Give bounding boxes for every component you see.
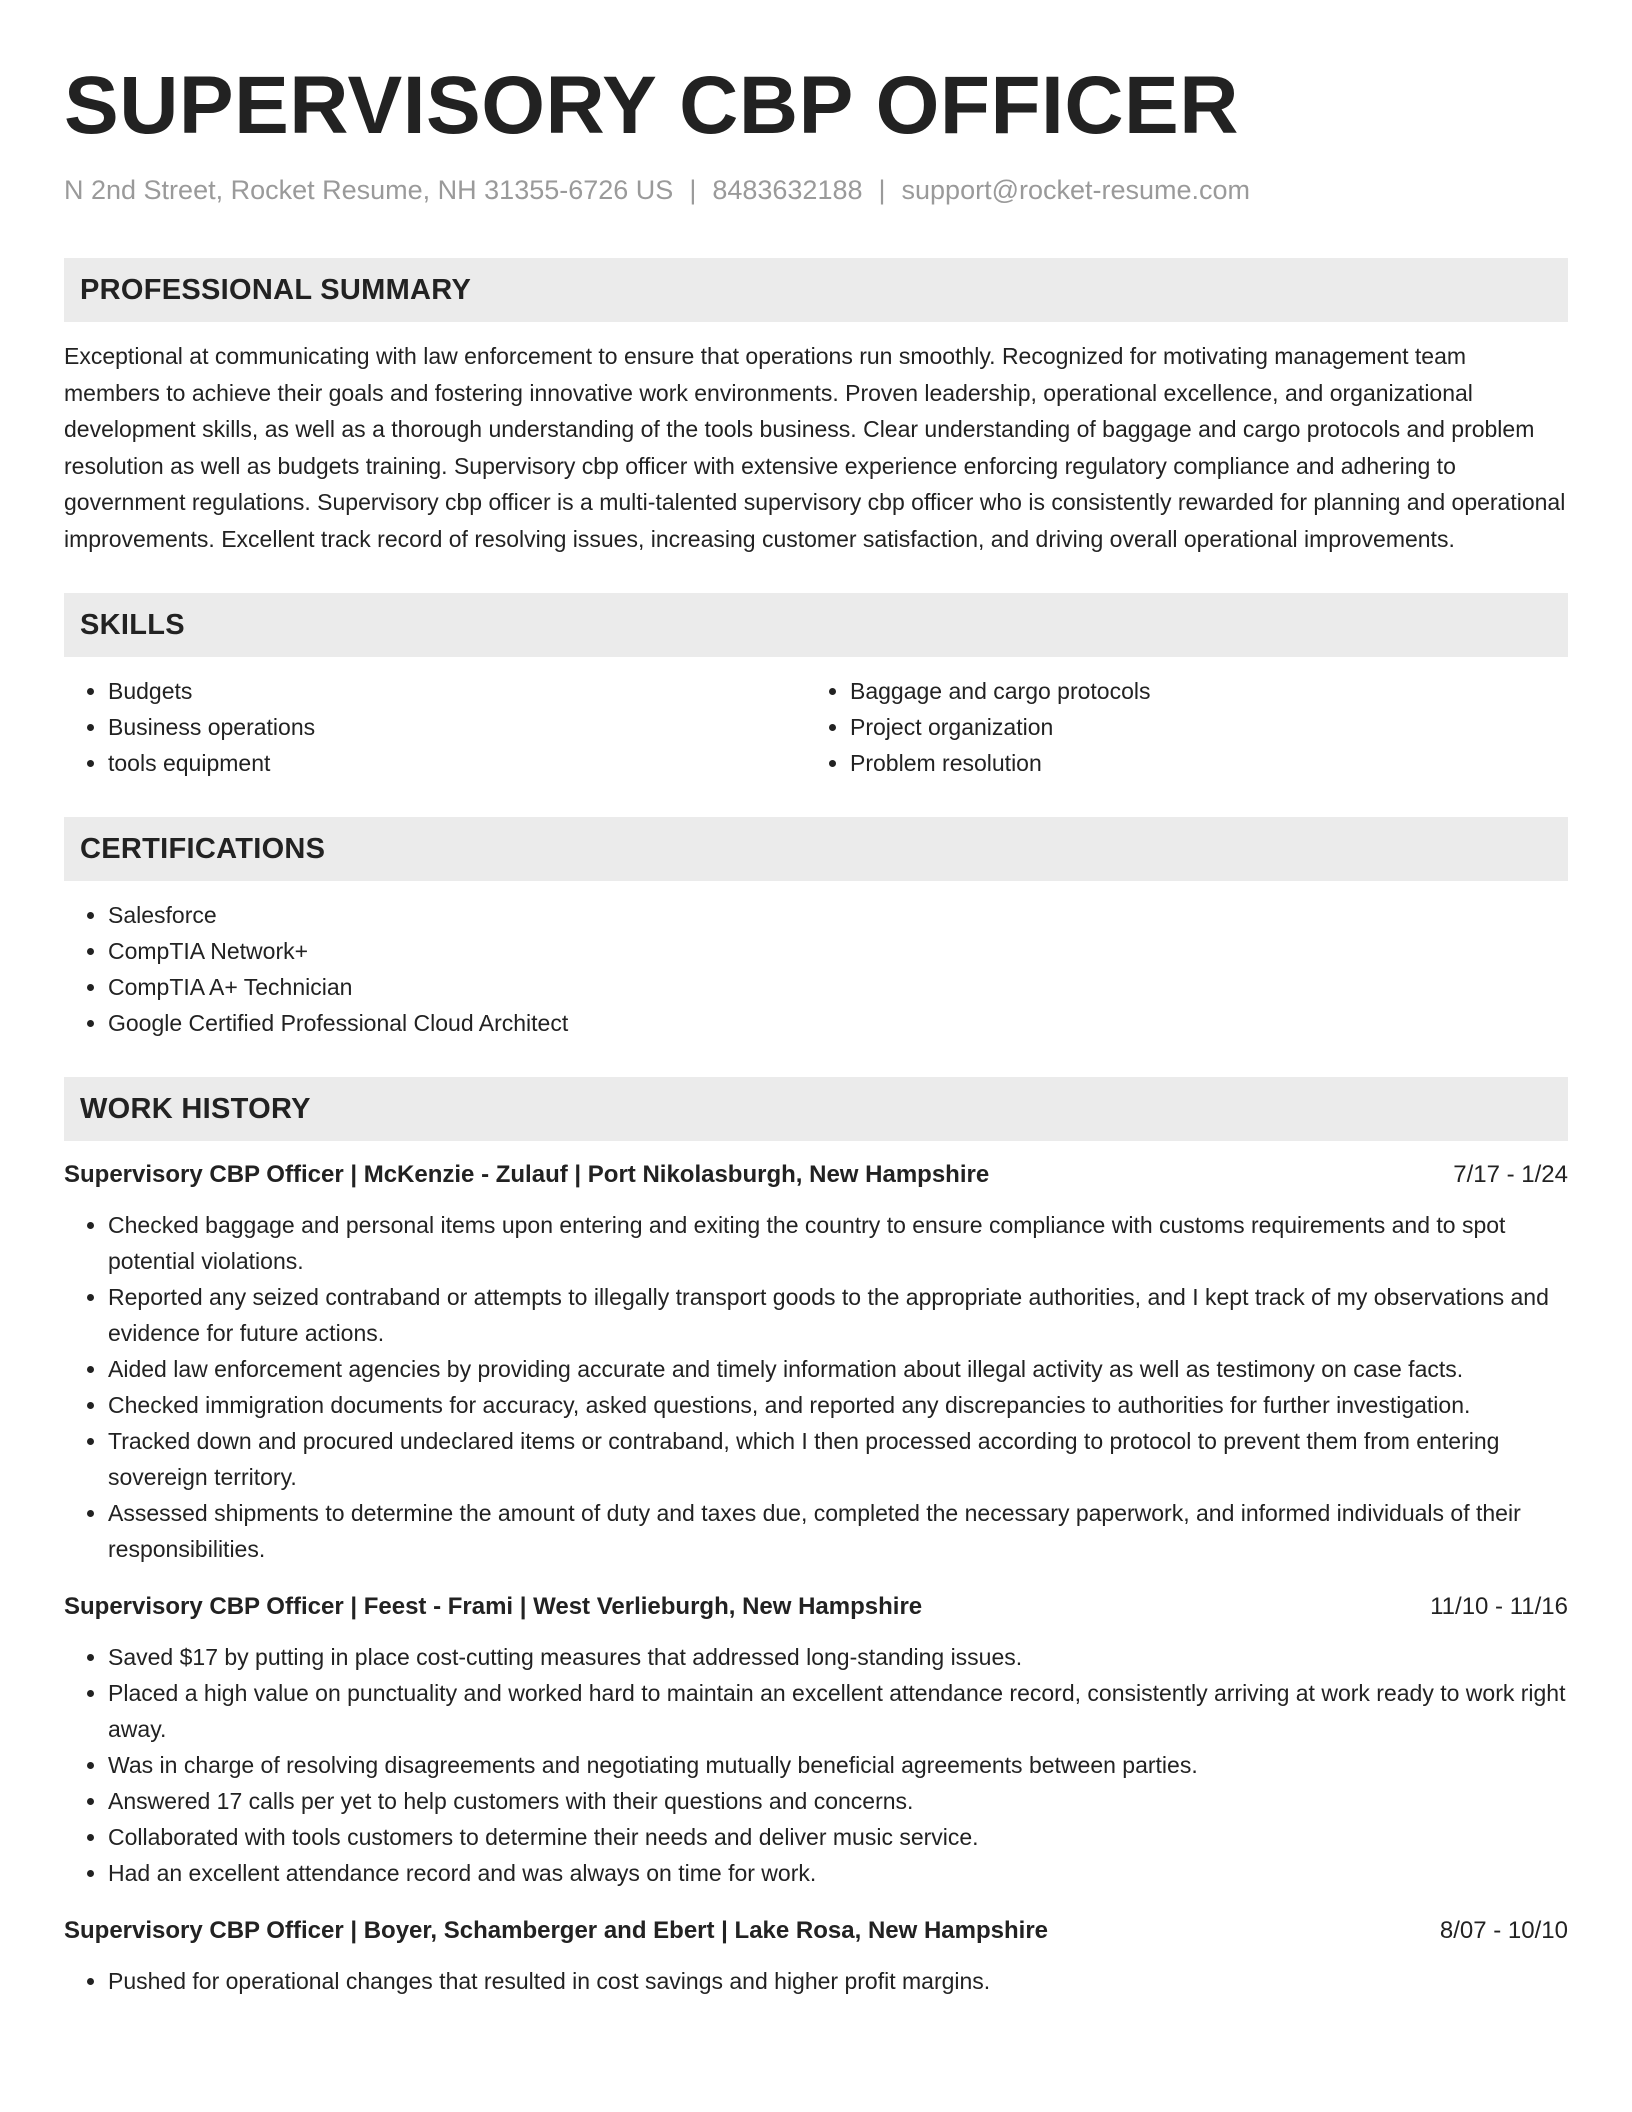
- job-header: [64, 1157, 1568, 1193]
- contact-phone: 8483632188: [712, 175, 863, 205]
- job-entry: [64, 1157, 1568, 1567]
- job-bullet: • Had an excellent attendance record and was always on time for work.: [108, 1855, 1568, 1891]
- skills-grid: [64, 657, 1568, 781]
- job-bullet: • Checked immigration documents for accuracy, asked questions, and reported any discrepancies to authorities for further investigation.: [108, 1387, 1568, 1423]
- job-bullet: • Collaborated with tools customers to determine their needs and deliver music service.: [108, 1819, 1568, 1855]
- skill-item: • Budgets: [108, 673, 806, 709]
- certifications-list: [64, 897, 1568, 1041]
- job-bullet: • Aided law enforcement agencies by providing accurate and timely information about illegal activity as well as testimony on case facts.: [108, 1351, 1568, 1387]
- job-bullet: • Pushed for operational changes that resulted in cost savings and higher profit margins.: [108, 1963, 1568, 1999]
- job-bullet: • Placed a high value on punctuality and worked hard to maintain an excellent attendance record, consistently arriving at work ready to work right away.: [108, 1675, 1568, 1747]
- job-entry: [64, 1913, 1568, 1999]
- summary-text: Exceptional at communicating with law enforcement to ensure that operations run smoothly. Recognized for motivating management team members to achieve their goals and fostering innovative work environments. Proven leadership, operational excellence, and organizational development skills, as well as a thorough understanding of the tools business. Clear understanding of baggage and cargo protocols and problem resolution as well as budgets training. Supervisory cbp officer with extensive experience enforcing regulatory compliance and adhering to government regulations. Supervisory cbp officer is a multi-talented supervisory cbp officer who is consistently rewarded for planning and operational improvements. Excellent track record of resolving issues, increasing customer satisfaction, and driving overall operational improvements.: [64, 343, 1566, 552]
- job-bullet: • Checked baggage and personal items upon entering and exiting the country to ensure compliance with customs requirements and to spot potential violations.: [108, 1207, 1568, 1279]
- job-bullet: • Reported any seized contraband or attempts to illegally transport goods to the appropriate authorities, and I kept track of my observations and evidence for future actions.: [108, 1279, 1568, 1351]
- job-bullet: • Answered 17 calls per yet to help customers with their questions and concerns.: [108, 1783, 1568, 1819]
- section-header-work-history: WORK HISTORY: [64, 1077, 1568, 1141]
- skill-item: • Baggage and cargo protocols: [850, 673, 1548, 709]
- contact-separator: |: [689, 175, 697, 205]
- candidate-name: SUPERVISORY CBP OFFICER: [64, 60, 1239, 151]
- certification-item: • CompTIA Network+: [108, 933, 1568, 969]
- skill-item: • tools equipment: [108, 745, 806, 781]
- job-entry: [64, 1589, 1568, 1891]
- contact-email: support@rocket-resume.com: [901, 175, 1251, 205]
- job-dates: 7/17 - 1/24: [1453, 1161, 1568, 1188]
- job-dates: 8/07 - 10/10: [1439, 1917, 1568, 1944]
- resume-content: [64, 56, 1568, 1999]
- section-header-certifications: CERTIFICATIONS: [64, 817, 1568, 881]
- contact-address: N 2nd Street, Rocket Resume, NH 31355-6726 US: [64, 175, 674, 205]
- skill-item: • Problem resolution: [850, 745, 1548, 781]
- job-title: Supervisory CBP Officer | McKenzie - Zulauf | Port Nikolasburgh, New Hampshire: [64, 1161, 990, 1188]
- certification-item: • Google Certified Professional Cloud Architect: [108, 1005, 1568, 1041]
- skill-item: • Project organization: [850, 709, 1548, 745]
- certification-item: • CompTIA A+ Technician: [108, 969, 1568, 1005]
- job-bullet: • Saved $17 by putting in place cost-cutting measures that addressed long-standing issues.: [108, 1639, 1568, 1675]
- job-header: [64, 1913, 1568, 1949]
- job-title: Supervisory CBP Officer | Boyer, Schamberger and Ebert | Lake Rosa, New Hampshire: [64, 1917, 1048, 1944]
- job-bullets: [64, 1963, 1568, 1999]
- job-bullet: • Tracked down and procured undeclared items or contraband, which I then processed according to protocol to prevent them from entering sovereign territory.: [108, 1423, 1568, 1495]
- job-bullets: [64, 1639, 1568, 1891]
- job-bullets: [64, 1207, 1568, 1567]
- skills-list-left: [64, 673, 806, 781]
- job-title: Supervisory CBP Officer | Feest - Frami | West Verlieburgh, New Hampshire: [64, 1593, 923, 1620]
- contact-line: [64, 172, 1568, 208]
- section-header-skills: SKILLS: [64, 593, 1568, 657]
- skills-list-right: [806, 673, 1548, 781]
- job-header: [64, 1589, 1568, 1625]
- section-header-summary: PROFESSIONAL SUMMARY: [64, 258, 1568, 322]
- skill-item: • Business operations: [108, 709, 806, 745]
- job-bullet: • Assessed shipments to determine the amount of duty and taxes due, completed the necessary paperwork, and informed individuals of their responsibilities.: [108, 1495, 1568, 1567]
- job-bullet: • Was in charge of resolving disagreements and negotiating mutually beneficial agreements between parties.: [108, 1747, 1568, 1783]
- job-dates: 11/10 - 11/16: [1430, 1593, 1568, 1620]
- contact-separator: |: [878, 175, 886, 205]
- certification-item: • Salesforce: [108, 897, 1568, 933]
